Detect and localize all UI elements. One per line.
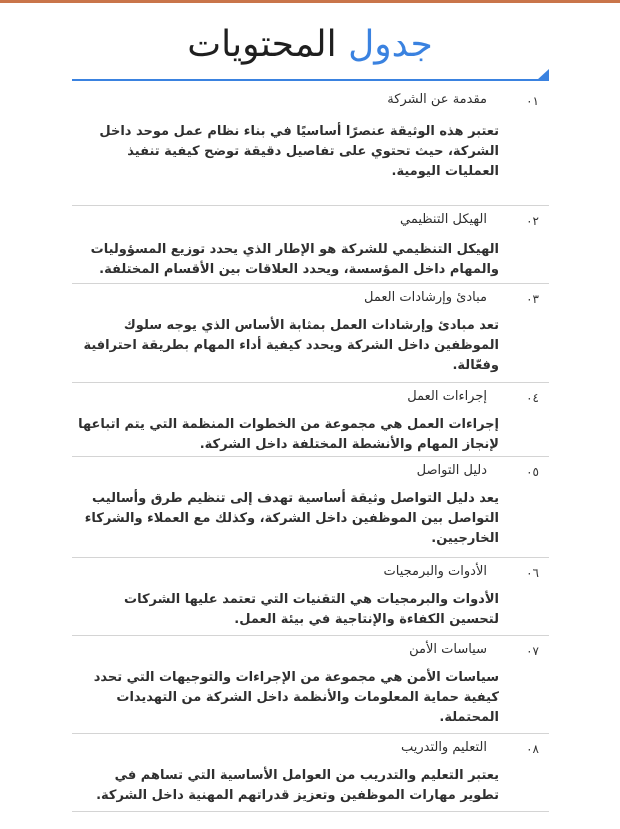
- toc-entry-description: تعد مبادئ وإرشادات العمل بمثابة الأساس الذي يوجه سلوك الموظفين داخل الشركة ويحدد كيفية أداء المهام بطريقة احترافية وفعّالة.: [83, 318, 499, 373]
- toc-entry-title[interactable]: سياسات الأمن: [409, 642, 487, 657]
- top-accent-rule: [0, 0, 620, 3]
- toc-entry-number: ٠٦: [526, 566, 539, 580]
- toc-entry[interactable]: [72, 206, 549, 284]
- toc-entry[interactable]: [72, 457, 549, 558]
- page-title: [0, 22, 620, 68]
- toc-entry-description: يعتبر التعليم والتدريب من العوامل الأساسية التي تساهم في تطوير مهارات الموظفين وتعزيز قدراتهم المهنية داخل الشركة.: [96, 768, 499, 803]
- title-underline-tip: [537, 69, 549, 80]
- toc-entry-number: ٠٤: [526, 391, 539, 405]
- toc-entry-description: الهيكل التنظيمي للشركة هو الإطار الذي يحدد توزيع المسؤوليات والمهام داخل المؤسسة، ويحدد العلاقات بين الأقسام المختلفة.: [90, 242, 499, 277]
- toc-entry-description: تعتبر هذه الوثيقة عنصرًا أساسيًا في بناء نظام عمل موحد داخل الشركة، حيث تحتوي على تفاصيل دقيقة توضح كيفية تنفيذ العمليات اليومية.: [99, 124, 499, 179]
- toc-entry-title[interactable]: مقدمة عن الشركة: [387, 92, 487, 107]
- toc-entry-title[interactable]: الهيكل التنظيمي: [399, 212, 487, 227]
- toc-entry-title[interactable]: الأدوات والبرمجيات: [383, 564, 487, 579]
- toc-entry-description: إجراءات العمل هي مجموعة من الخطوات المنظمة التي يتم اتباعها لإنجاز المهام والأنشطة المختلفة داخل الشركة.: [78, 417, 499, 452]
- toc-entry-description: يعد دليل التواصل وثيقة أساسية تهدف إلى تنظيم طرق وأساليب التواصل بين الموظفين داخل الشركة، وكذلك مع العملاء والشركاء الخارجيين.: [84, 491, 499, 546]
- toc-entry-number: ٠١: [526, 94, 539, 108]
- toc-entry-title[interactable]: إجراءات العمل: [407, 389, 487, 404]
- toc-entry-header: [72, 734, 549, 766]
- toc-entry-header: [72, 86, 549, 118]
- title-underline: [72, 79, 549, 81]
- toc-entry-header: [72, 558, 549, 590]
- toc-entry-header: [72, 383, 549, 415]
- toc-entry-description: الأدوات والبرمجيات هي التقنيات التي تعتمد عليها الشركات لتحسين الكفاءة والإنتاجية في بيئة العمل.: [124, 592, 499, 627]
- toc-entry[interactable]: [72, 558, 549, 636]
- table-of-contents: [72, 86, 549, 812]
- toc-entry-title[interactable]: التعليم والتدريب: [400, 740, 487, 755]
- toc-entry-header: [72, 636, 549, 668]
- toc-entry-number: ٠٣: [526, 292, 539, 306]
- toc-entry-number: ٠٢: [526, 214, 539, 228]
- toc-entry[interactable]: [72, 636, 549, 734]
- toc-entry-number: ٠٨: [526, 742, 539, 756]
- toc-entry[interactable]: [72, 284, 549, 383]
- toc-entry[interactable]: [72, 86, 549, 206]
- toc-entry-number: ٠٥: [526, 465, 539, 479]
- toc-entry-description: سياسات الأمن هي مجموعة من الإجراءات والتوجيهات التي تحدد كيفية حماية المعلومات والأنظمة داخل الشركة من التهديدات المحتملة.: [93, 670, 499, 725]
- toc-entry-header: [72, 206, 549, 238]
- page-title-rest: المحتويات: [187, 24, 337, 65]
- toc-entry[interactable]: [72, 383, 549, 457]
- page-title-accent: جدول: [348, 24, 433, 65]
- toc-entry-header: [72, 284, 549, 316]
- toc-entry-title[interactable]: دليل التواصل: [416, 463, 487, 478]
- toc-entry-header: [72, 457, 549, 489]
- toc-entry[interactable]: [72, 734, 549, 812]
- toc-entry-title[interactable]: مبادئ وإرشادات العمل: [364, 290, 487, 305]
- toc-entry-number: ٠٧: [526, 644, 539, 658]
